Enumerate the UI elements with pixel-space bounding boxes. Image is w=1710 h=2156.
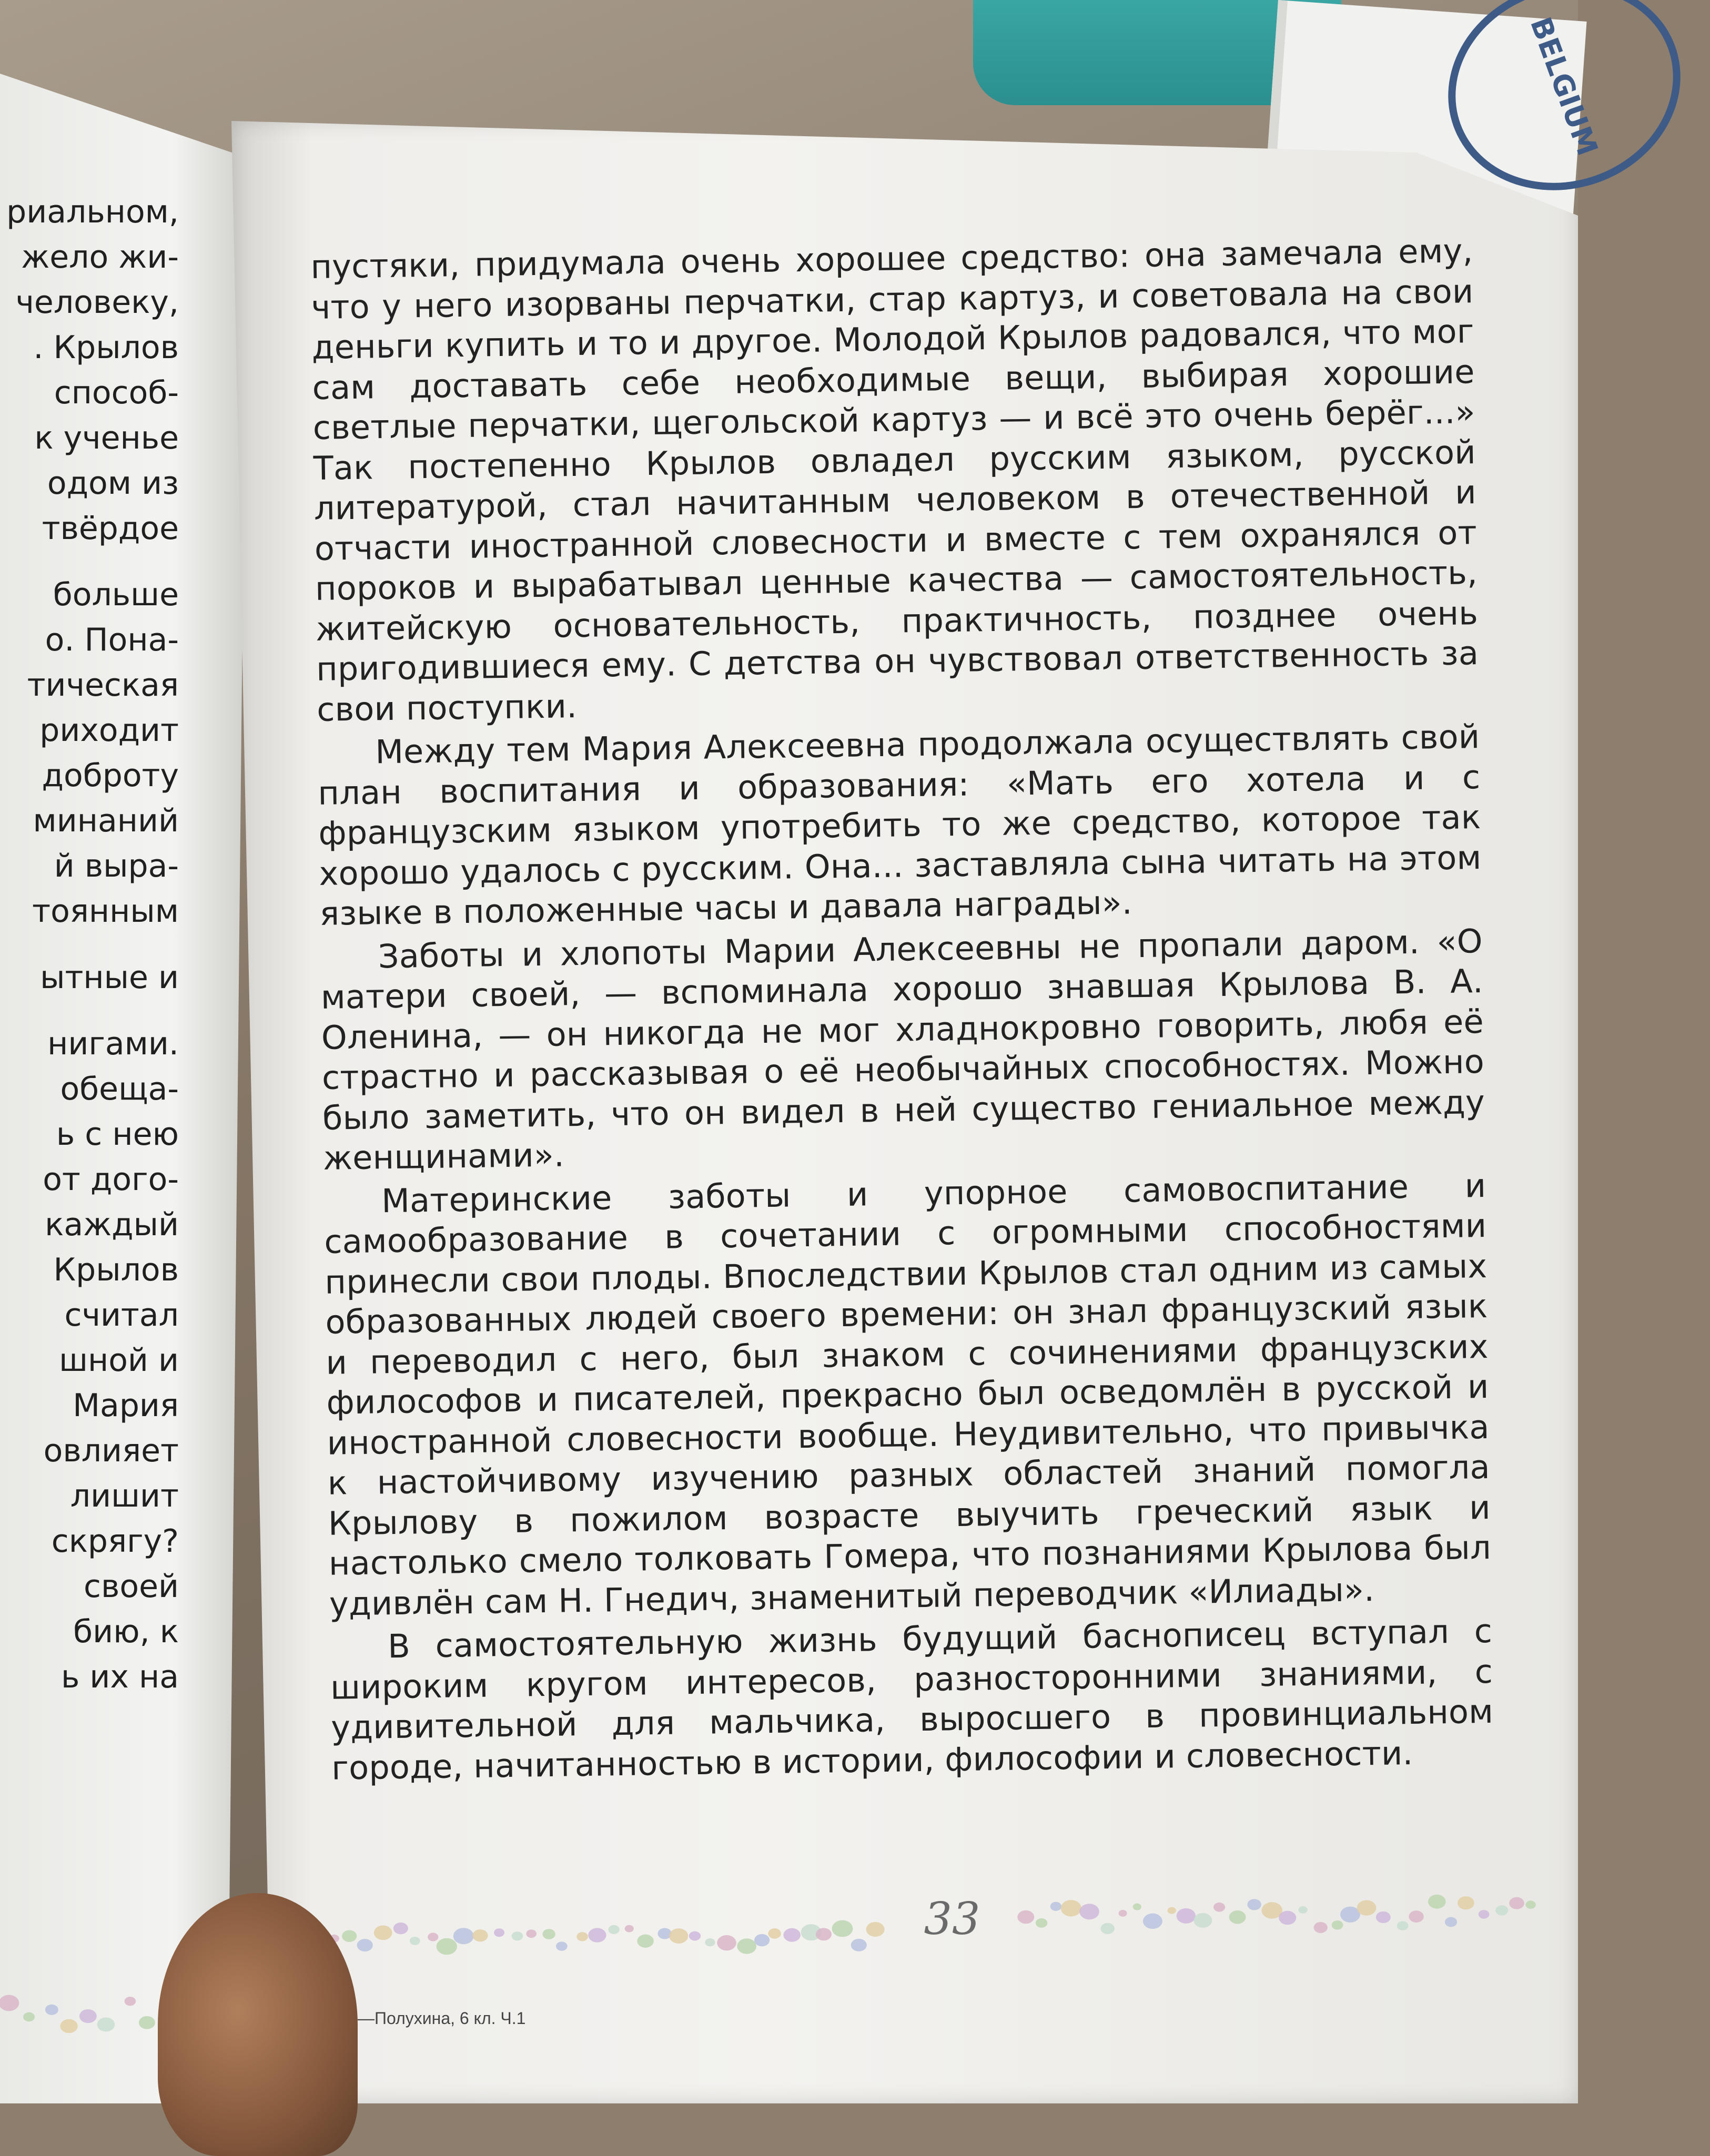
decorative-dot <box>342 1930 357 1942</box>
decorative-dot <box>45 2005 58 2015</box>
decorative-dot <box>393 1923 408 1934</box>
decorative-dot <box>1061 1900 1081 1916</box>
decorative-dot <box>1079 1904 1099 1919</box>
decorative-dot <box>866 1922 885 1937</box>
decorative-dot <box>1168 1907 1176 1914</box>
decorative-dot <box>1458 1896 1474 1909</box>
decorative-dot <box>1445 1917 1457 1927</box>
decorative-dots-left <box>326 1914 884 1956</box>
decorative-dots-right <box>1015 1883 1541 1940</box>
decorative-dot <box>97 2018 115 2032</box>
decorative-dot <box>816 1928 832 1940</box>
decorative-dot <box>1376 1911 1391 1923</box>
decorative-dot <box>832 1920 853 1937</box>
left-page-line <box>0 551 179 572</box>
decorative-dot <box>1409 1910 1423 1923</box>
decorative-dot <box>1050 1902 1061 1911</box>
decorative-dots-corner <box>0 1977 158 2040</box>
left-page-line: шной и <box>59 1342 179 1379</box>
decorative-dot <box>1509 1897 1524 1909</box>
paragraph: Заботы и хлопоты Марии Алексеевны не пропали даром. «О матери своей, — вспоминала хорошо знавшая Крылова В. А. Оленина, — он никогда не мог хладнокровно говорить, любя её страстно и рассказывая о её необычайных способностях. Можно было заметить, что он видел в ней существо гениальное между женщинами». <box>320 921 1485 1177</box>
decorative-dot <box>576 1932 588 1941</box>
left-page-line: больше <box>53 576 179 613</box>
decorative-dot <box>1279 1911 1296 1925</box>
left-page-line: бию, к <box>73 1613 179 1650</box>
left-page-line: к ученье <box>34 420 179 456</box>
left-page-line: жело жи- <box>21 239 179 276</box>
decorative-dot <box>1143 1914 1162 1929</box>
paragraph: пустяки, придумала очень хорошее средство: она замечала ему, что у него изорваны перчатки, стар картуз, и советовала на свои деньги купить и то и другое. Молодой Крылов радовался, что мог сам доставать себе необходимые вещи, выбирая хорошие светлые перчатки, щегольской картуз — и всё это очень берёг...» Так постепенно Крылов овладел русским языком, русской литературой, стал начитанным человеком в отечественной и отчасти иностранной словесности и вместе с тем охранялся от пороков и вырабатывал ценные качества — самостоятельность, житейскую основательность, практичность, позднее очень пригодившиеся ему. С детства он чувствовал ответственность за свои поступки. <box>310 231 1479 729</box>
left-page-line <box>0 934 179 955</box>
decorative-dot <box>60 2019 77 2033</box>
decorative-dot <box>1495 1905 1508 1915</box>
left-page-line <box>0 1000 179 1021</box>
decorative-dot <box>588 1928 606 1942</box>
decorative-dot <box>754 1934 770 1946</box>
left-page-line: скрягу? <box>51 1523 179 1560</box>
decorative-dot <box>1101 1923 1115 1934</box>
left-page-line: й выра- <box>54 848 179 884</box>
decorative-dot <box>512 1931 523 1940</box>
decorative-dot <box>1036 1918 1047 1928</box>
page-body-text <box>310 231 1494 1788</box>
left-page-line: каждый <box>45 1206 179 1243</box>
left-page-line: способ- <box>54 374 179 411</box>
left-page-line: считал <box>64 1297 179 1334</box>
decorative-dot <box>1133 1904 1141 1910</box>
left-page-line: ь их на <box>60 1659 179 1695</box>
decorative-dot <box>526 1929 537 1938</box>
decorative-dot <box>1119 1910 1127 1917</box>
decorative-dot <box>737 1938 756 1954</box>
decorative-dot <box>453 1928 474 1944</box>
left-page-line: человеку, <box>15 284 179 321</box>
decorative-dot <box>783 1928 800 1942</box>
decorative-dot <box>472 1929 488 1941</box>
decorative-dot <box>1247 1899 1261 1910</box>
decorative-dot <box>705 1938 715 1946</box>
decorative-dot <box>374 1925 392 1940</box>
paragraph: В самостоятельную жизнь будущий баснописец вступал с широким кругом интересов, разносторонними знаниями, с удивительной для мальчика, выросшего в провинциальном городе, начитанностью в истории, философии и словесности. <box>330 1611 1494 1787</box>
left-page-text <box>0 189 179 1700</box>
left-page-line: доброту <box>42 757 179 794</box>
decorative-dot <box>1332 1920 1343 1929</box>
left-page-line: Мария <box>73 1387 179 1424</box>
decorative-dot <box>556 1941 568 1950</box>
decorative-dot <box>851 1939 867 1951</box>
decorative-dot <box>410 1937 420 1945</box>
page-number: 33 <box>924 1893 980 1945</box>
left-page-line: одом из <box>47 465 179 502</box>
decorative-dot <box>1193 1913 1212 1928</box>
stamp-logo: BELGIUM <box>1419 0 1710 222</box>
decorative-dot <box>1229 1910 1246 1924</box>
finger <box>158 1893 358 2156</box>
left-page-line: нигами. <box>47 1025 179 1062</box>
decorative-dot <box>437 1938 457 1955</box>
decorative-dot <box>1314 1922 1328 1933</box>
left-page-line: лишит <box>70 1478 179 1514</box>
decorative-dot <box>1298 1906 1307 1914</box>
left-page-line: от дого- <box>43 1161 179 1198</box>
decorative-dot <box>1177 1908 1196 1924</box>
left-page-line: тоянным <box>32 893 179 930</box>
left-page-line: ытные и <box>40 959 179 996</box>
left-page-line: Крылов <box>53 1252 179 1288</box>
left-page-line: . Крылов <box>33 329 179 366</box>
left-page-line: о. Пона- <box>45 622 179 658</box>
decorative-dot <box>637 1935 654 1948</box>
decorative-dot <box>79 2009 97 2023</box>
decorative-dot <box>1525 1900 1535 1908</box>
left-page-line: своей <box>84 1568 179 1605</box>
decorative-dot <box>542 1929 555 1939</box>
decorative-dot <box>1357 1900 1377 1916</box>
paragraph: Материнские заботы и упорное самовоспитание и самообразование в сочетании с огромными способностями принесли свои плоды. Впоследствии Крылов стал одним из самых образованных людей своего времени: он знал французский язык и переводил с него, был знаком с сочинениями французских философов и писателей, прекрасно был осведомлён в русской и иностранной словесности вообще. Неудивительно, что привычка к настойчивому изучению разных областей знаний помогла Крылову в пожилом возрасте выучить греческий язык и настолько смело толковать Гомера, что познаниями Крылова был удивлён сам Н. Гнедич, знаменитый переводчик «Илиады». <box>323 1166 1492 1623</box>
left-page-line: риальном, <box>6 194 179 230</box>
left-page-line: овлияет <box>43 1432 179 1469</box>
decorative-dot <box>1479 1910 1490 1919</box>
decorative-dot <box>669 1928 688 1944</box>
decorative-dot <box>23 2012 35 2022</box>
decorative-dot <box>1017 1910 1034 1924</box>
decorative-dot <box>1428 1895 1446 1909</box>
decorative-dot <box>0 1995 19 2011</box>
decorative-dot <box>625 1925 634 1933</box>
decorative-dot <box>1213 1903 1225 1912</box>
decorative-dot <box>608 1925 619 1934</box>
left-page-line: риходит <box>39 712 179 749</box>
left-page-line: ь с нею <box>56 1116 179 1153</box>
left-page-line: минаний <box>33 802 179 839</box>
footer-credit: —Полухина, 6 кл. Ч.1 <box>358 2009 526 2028</box>
paragraph: Между тем Мария Алексеевна продолжала осуществлять свой план воспитания и образования: «Мать его хотела и с французским языком употребить то же средство, которое так хорошо удалось с русским. Она... заставляла сына читать на этом языке в положенные часы и давала награды». <box>317 717 1482 933</box>
decorative-dot <box>1397 1921 1409 1930</box>
left-page-line: твёрдое <box>42 510 179 547</box>
decorative-dot <box>428 1933 438 1941</box>
decorative-dot <box>768 1928 781 1939</box>
decorative-dot <box>717 1935 736 1950</box>
decorative-dot <box>139 2016 155 2029</box>
decorative-dot <box>494 1928 504 1937</box>
decorative-dot <box>125 1997 136 2006</box>
left-page-line: обеща- <box>60 1071 179 1107</box>
decorative-dot <box>689 1931 701 1941</box>
decorative-dot <box>357 1939 373 1951</box>
left-page-line: тическая <box>27 667 179 704</box>
